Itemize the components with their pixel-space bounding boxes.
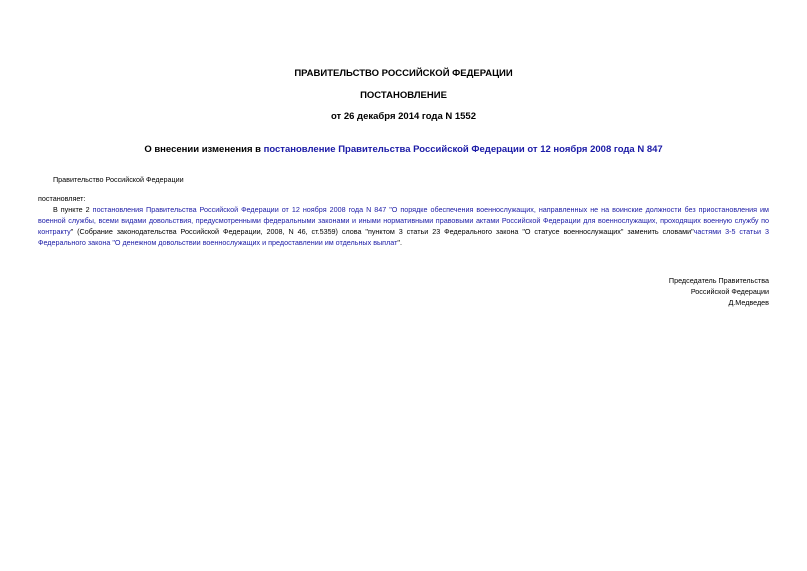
government-title: ПРАВИТЕЛЬСТВО РОССИЙСКОЙ ФЕДЕРАЦИИ: [294, 68, 513, 79]
document-date-number: от 26 декабря 2014 года N 1552: [330, 111, 476, 122]
paragraph-text-1: В пункте 2: [53, 205, 93, 214]
decree-847-link[interactable]: постановления Правительства Российской Федерации от 12 ноября 2008 года N 847 "О порядке обеспечения военнослужащих, направленных не на воинские должности без приостановления им военной службы, всеми видами довольствия, предусмотренными федеральными законами и иными нормативными правовыми актами Российской Федерации для военнослужащих, проходящих военную службу по контракту: [38, 205, 769, 236]
subject-link[interactable]: постановление Правительства Российской Федерации от 12 ноября 2008 года N 847: [263, 144, 663, 155]
resolves-line: постановляет:: [38, 194, 86, 203]
government-line: Правительство Российской Федерации: [53, 175, 184, 184]
signature-title: Председатель Правительства: [668, 276, 769, 285]
signature-name: Д.Медведев: [728, 298, 769, 307]
resolution-paragraph: [38, 204, 769, 248]
subject-prefix: О внесении изменения в: [144, 144, 264, 155]
signature-country: Российской Федерации: [690, 287, 769, 296]
paragraph-text-2: " (Собрание законодательства Российской Федерации, 2008, N 46, ст.5359) слова "пунктом 3 статьи 23 Федерального закона "О статусе военнослужащих" заменить словами": [70, 227, 694, 236]
document-type: ПОСТАНОВЛЕНИЕ: [360, 90, 447, 101]
document-subject: [0, 144, 807, 155]
paragraph-text-3: ".: [397, 238, 402, 247]
law-allowance-link[interactable]: частями 3-5 статьи 3 Федерального закона "О денежном довольствии военнослужащих и предоставлении им отдельных выплат: [38, 227, 769, 247]
